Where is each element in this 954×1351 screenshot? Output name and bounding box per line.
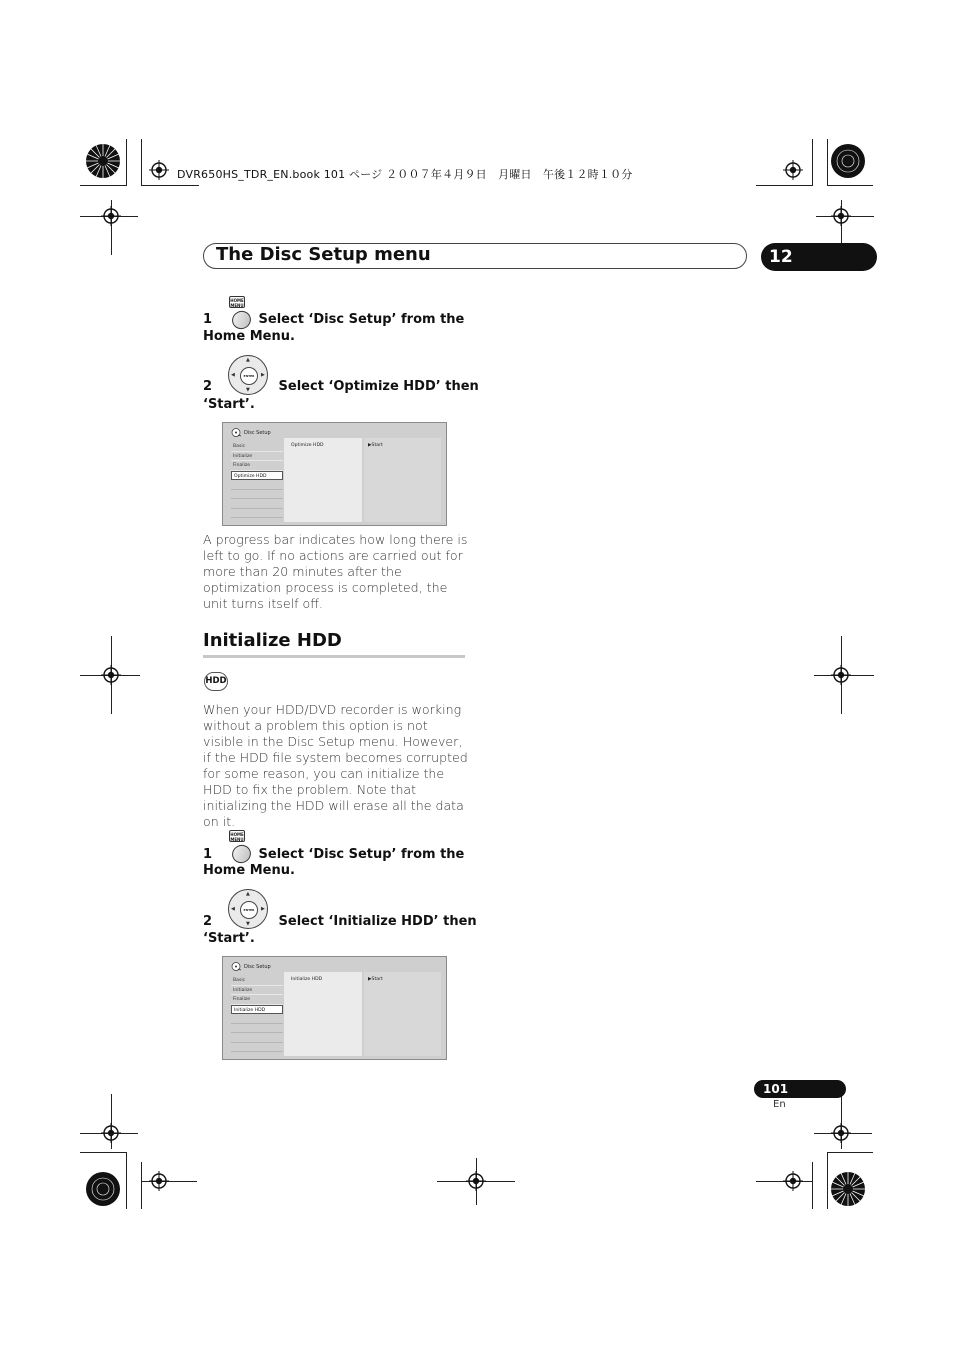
step-text: Select ‘Disc Setup’ from the — [258, 847, 465, 862]
step-number: 2 — [203, 914, 213, 929]
registration-mark-icon — [101, 665, 121, 685]
enter-label: ENTER — [240, 901, 258, 919]
dpad-enter-icon: ▲ ▼ ◀ ▶ ENTER — [228, 355, 268, 395]
osd-action-panel — [364, 438, 441, 522]
step-1-continued: Home Menu. — [203, 863, 295, 878]
osd-menu-item: Finalize — [231, 995, 283, 1005]
step-1-continued: Home Menu. — [203, 329, 295, 344]
star-target-icon — [85, 1171, 121, 1207]
page-number: 101 — [754, 1080, 846, 1098]
arrow-right-icon: ▶ — [368, 443, 372, 448]
step-2-continued: ‘Start’. — [203, 931, 255, 946]
step-number: 2 — [203, 379, 213, 394]
section-rule — [203, 655, 465, 658]
osd-menu-item-selected: Optimize HDD — [231, 471, 283, 481]
step-1 — [203, 311, 464, 328]
osd-option-panel — [284, 972, 362, 1056]
osd-menu — [231, 976, 283, 1052]
step-1 — [203, 846, 464, 863]
osd-menu-item: Initialize — [231, 452, 283, 462]
page-language: En — [773, 1099, 786, 1110]
osd-option-label: Initialize HDD — [291, 977, 323, 982]
step-2-continued: ‘Start’. — [203, 397, 255, 412]
section-title: Initialize HDD — [203, 630, 342, 651]
home-menu-label: HOME MENU — [230, 298, 244, 308]
disc-setup-screen-initialize — [222, 956, 447, 1060]
enter-label: ENTER — [240, 367, 258, 385]
disc-icon — [231, 428, 242, 437]
star-target-icon — [830, 1171, 866, 1207]
osd-start-option: ▶Start — [368, 443, 383, 448]
registration-mark-icon — [466, 1171, 486, 1191]
registration-mark-icon — [831, 665, 851, 685]
registration-mark-icon — [831, 206, 851, 226]
osd-option-panel — [284, 438, 362, 522]
step-2 — [203, 378, 479, 395]
optimize-description: A progress bar indicates how long there is left to go. If no actions are carried out for more than 20 minutes after the optimization process is completed, the unit turns itself off. — [203, 532, 468, 611]
dpad-enter-icon: ▲ ▼ ◀ ▶ ENTER — [228, 889, 268, 929]
step-number: 1 — [203, 847, 213, 862]
osd-menu-item: Basic — [231, 442, 283, 452]
osd-title: Disc Setup — [244, 964, 271, 970]
step-text: Select ‘Disc Setup’ from the — [258, 312, 465, 327]
osd-menu-item: Basic — [231, 976, 283, 986]
chapter-number: 12 — [761, 243, 877, 271]
registration-mark-icon — [101, 1123, 121, 1143]
registration-mark-icon — [149, 160, 169, 180]
step-text: Select ‘Optimize HDD’ then — [278, 379, 479, 394]
home-menu-label: HOME MENU — [230, 832, 244, 842]
hdd-badge: HDD — [204, 672, 228, 691]
osd-menu-item: Initialize — [231, 986, 283, 996]
registration-mark-icon — [831, 1123, 851, 1143]
print-slug: DVR650HS_TDR_EN.book 101 ページ ２００７年４月９日 月曜日 午後１２時１０分 — [177, 168, 633, 181]
osd-menu-item-selected: Initialize HDD — [231, 1005, 283, 1015]
registration-mark-icon — [149, 1171, 169, 1191]
star-target-icon — [85, 143, 121, 179]
chapter-title: The Disc Setup menu — [216, 244, 431, 265]
osd-title: Disc Setup — [244, 430, 271, 436]
registration-mark-icon — [101, 206, 121, 226]
disc-setup-screen-optimize — [222, 422, 447, 526]
arrow-right-icon: ▶ — [368, 977, 372, 982]
star-target-icon — [830, 143, 866, 179]
osd-menu — [231, 442, 283, 518]
osd-menu-item: Finalize — [231, 461, 283, 471]
osd-option-label: Optimize HDD — [291, 443, 324, 448]
initialize-description: When your HDD/DVD recorder is working without a problem this option is not visible in the Disc Setup menu. However, if the HDD file system becomes corrupted for some reason, you can initialize the HDD to fix the problem. Note that initializing the HDD will erase all the data on it. — [203, 702, 468, 829]
registration-mark-icon — [783, 160, 803, 180]
step-text: Select ‘Initialize HDD’ then — [278, 914, 477, 929]
osd-start-option: ▶Start — [368, 977, 383, 982]
osd-action-panel — [364, 972, 441, 1056]
disc-icon — [231, 962, 242, 971]
step-number: 1 — [203, 312, 213, 327]
step-2 — [203, 913, 477, 930]
registration-mark-icon — [783, 1171, 803, 1191]
